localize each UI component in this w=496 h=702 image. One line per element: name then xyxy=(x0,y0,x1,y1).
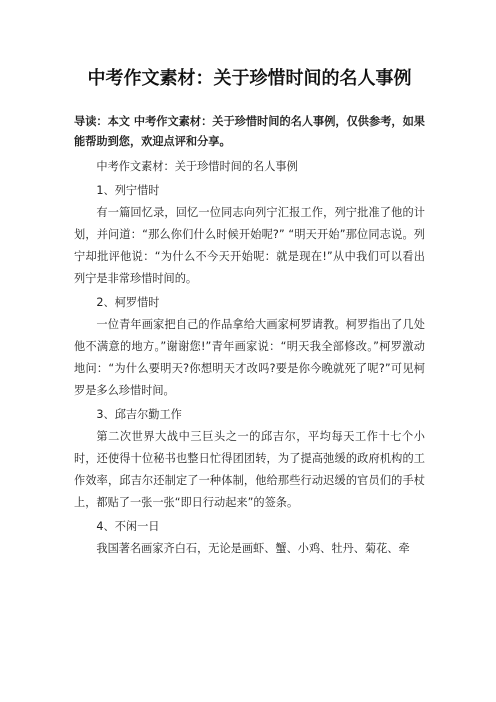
intro-label: 导读： xyxy=(74,115,108,128)
intro-paragraph xyxy=(74,112,425,152)
section-body-1: 有一篇回忆录，回忆一位同志向列宁汇报工作，列宁批准了他的计划，并问道：“那么你们什么时候开始呢?” “明天开始”那位同志说。列宁却批评他说：“为什么不今天开始呢：就是现在!”从中我们可以看出列宁是非常珍惜时间的。 xyxy=(74,206,425,285)
section-body-4: 我国著名画家齐白石，无论是画虾、蟹、小鸡、牡丹、菊花、牵 xyxy=(96,542,410,555)
section-heading-2: 2、柯罗惜时 xyxy=(96,296,160,309)
document-subtitle: 中考作文素材：关于珍惜时间的名人事例 xyxy=(96,160,298,173)
section-heading-3: 3、邱吉尔勤工作 xyxy=(96,408,182,421)
document-title: 中考作文素材：关于珍惜时间的名人事例 xyxy=(87,68,412,89)
section-heading-4: 4、不闲一日 xyxy=(96,520,160,533)
section-body-3: 第二次世界大战中三巨头之一的邱吉尔，平均每天工作十七个小时，还使得十位秘书也整日忙得团团转，为了提高弛缓的政府机构的工作效率，邱吉尔还制定了一种体制，他给那些行动迟缓的官员们的手杖上，都贴了一张一张“即日行动起来”的签条。 xyxy=(74,430,425,509)
section-body-2: 一位青年画家把自己的作品拿给大画家柯罗请教。柯罗指出了几处他不满意的地方。”谢谢您!”青年画家说：“明天我全部修改。”柯罗激动地问：“为什么要明天?你想明天才改吗?要是你今晚就死了呢?”可见柯罗是多么珍惜时间。 xyxy=(74,318,425,397)
intro-text: 本文 中考作文素材：关于珍惜时间的名人事例，仅供参考，如果能帮助到您，欢迎点评和分享。 xyxy=(74,115,425,148)
section-heading-1: 1、列宁惜时 xyxy=(96,184,160,197)
